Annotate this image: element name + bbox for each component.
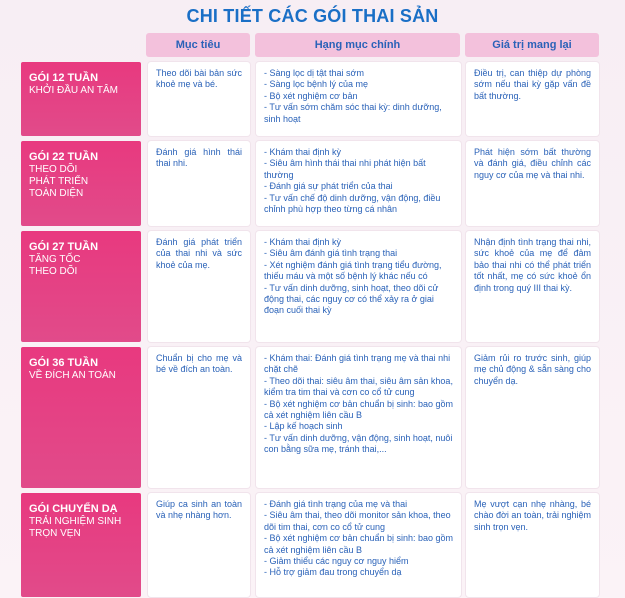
goal-cell: Theo dõi bài bản sức khoẻ mẹ và bé.	[148, 62, 250, 136]
list-item: - Sàng lọc dị tật thai sớm	[264, 68, 364, 78]
package-subtitle: THEO DÕI	[29, 164, 78, 175]
header-items: Hạng mục chính	[255, 33, 460, 57]
items-cell	[256, 231, 461, 342]
items-cell	[256, 141, 461, 226]
list-item: - Khám thai định kỳ	[264, 147, 342, 157]
package-label	[21, 493, 141, 597]
list-item: - Khám thai: Đánh giá tình trạng mẹ và thai nhi chặt chẽ	[264, 353, 451, 375]
list-item: - Hỗ trợ giảm đau trong chuyển dạ	[264, 567, 402, 578]
package-subtitle: THEO DÕI	[29, 266, 78, 277]
package-label	[21, 62, 141, 136]
goal-cell: Đánh giá phát triển của thai nhi và sức khoẻ của mẹ.	[148, 231, 250, 342]
items-list	[264, 353, 453, 456]
goal-cell: Giúp ca sinh an toàn và nhẹ nhàng hơn.	[148, 493, 250, 597]
list-item: - Bộ xét nghiệm cơ bản chuẩn bị sinh: bao gồm cả xét nghiệm liên cầu B	[264, 533, 454, 555]
header-value: Giá trị mang lại	[465, 33, 599, 57]
package-name: GÓI 27 TUẦN	[29, 241, 99, 253]
package-subtitle: KHỞI ĐẦU AN TÂM	[29, 85, 118, 96]
package-subtitle: VỀ ĐÍCH AN TOÀN	[29, 370, 116, 381]
items-list	[264, 147, 453, 215]
list-item: - Xét nghiệm đánh giá tình trạng tiểu đường, thiếu máu và một số bệnh lý khác nếu có	[264, 259, 442, 282]
package-name: GÓI 12 TUẦN	[29, 72, 99, 84]
value-cell: Giảm rủi ro trước sinh, giúp mẹ chủ động & sẵn sàng cho chuyển dạ.	[466, 347, 599, 488]
list-item: - Đánh giá tình trạng của mẹ và thai	[264, 499, 408, 509]
list-item: - Lập kế hoạch sinh	[264, 421, 343, 432]
value-cell: Nhận định tình trạng thai nhi, sức khoẻ của mẹ để đảm bảo thai nhi có thể phát triển tốt nhất, mẹ có sức khoẻ ổn định trong quý III thai kỳ.	[466, 231, 599, 342]
value-cell: Mẹ vượt cạn nhẹ nhàng, bé chào đời an toàn, trải nghiệm sinh trọn vẹn.	[466, 493, 599, 597]
package-name: GÓI CHUYỂN DẠ	[29, 503, 118, 515]
list-item: - Tư vấn dinh dưỡng, vận động, sinh hoạt, nuôi con bằng sữa mẹ, tránh thai,...	[264, 432, 453, 455]
list-item: - Tư vấn sớm chăm sóc thai kỳ: dinh dưỡng, sinh hoạt	[264, 102, 442, 124]
list-item: - Tư vấn dinh dưỡng, sinh hoạt, theo dõi cử động thai, các nguy cơ có thể xảy ra ở giai đoạn cuối thai kỳ	[264, 282, 439, 316]
package-label	[21, 141, 141, 226]
package-subtitle: TOÀN DIỆN	[29, 188, 84, 199]
goal-cell: Đánh giá hình thái thai nhi.	[148, 141, 250, 226]
list-item: - Siêu âm thai, theo dõi monitor sản khoa, theo dõi tim thai, cơn co cổ tử cung	[264, 510, 451, 532]
value-cell: Phát hiện sớm bất thường và đánh giá, điều chỉnh các nguy cơ của mẹ và thai nhi.	[466, 141, 599, 226]
package-subtitle: TRẢI NGHIỆM SINH	[29, 516, 122, 527]
list-item: - Bộ xét nghiệm cơ bản chuẩn bị sinh: bao gồm cả xét nghiệm liên cầu B	[264, 398, 454, 421]
list-item: - Tư vấn chế độ dinh dưỡng, vận động, điều chỉnh phù hợp theo từng cá nhân	[264, 192, 441, 215]
items-list	[264, 499, 453, 579]
list-item: - Giảm thiểu các nguy cơ nguy hiểm	[264, 556, 409, 567]
package-name: GÓI 22 TUẦN	[29, 151, 99, 163]
goal-cell: Chuẩn bị cho mẹ và bé về đích an toàn.	[148, 347, 250, 488]
items-cell	[256, 347, 461, 488]
items-list	[264, 237, 453, 317]
items-cell	[256, 493, 461, 597]
package-subtitle: TRỌN VẸN	[29, 528, 81, 539]
list-item: - Theo dõi thai: siêu âm thai, siêu âm sản khoa, kiểm tra tim thai và cơn co cổ tử cung	[264, 375, 453, 398]
package-label	[21, 231, 141, 342]
page-title: CHI TIẾT CÁC GÓI THAI SẢN	[186, 6, 439, 26]
list-item: - Khám thai định kỳ	[264, 237, 342, 247]
list-item: - Siêu âm đánh giá tình trạng thai	[264, 248, 398, 259]
list-item: - Sàng lọc bệnh lý của mẹ	[264, 79, 369, 90]
list-item: - Siêu âm hình thái thai nhi phát hiện bất thường	[264, 158, 426, 180]
list-item: - Bộ xét nghiệm cơ bản	[264, 90, 358, 101]
package-name: GÓI 36 TUẦN	[29, 357, 99, 369]
package-label	[21, 347, 141, 488]
package-subtitle: TĂNG TỐC	[29, 254, 81, 265]
header-goal: Mục tiêu	[146, 33, 250, 57]
value-cell: Điều trị, can thiệp dự phòng sớm nếu thai kỳ gặp vấn đề bất thường.	[466, 62, 599, 136]
items-list	[264, 68, 453, 125]
items-cell	[256, 62, 461, 136]
list-item: - Đánh giá sự phát triển của thai	[264, 181, 393, 192]
package-subtitle: PHÁT TRIỂN	[29, 176, 89, 187]
